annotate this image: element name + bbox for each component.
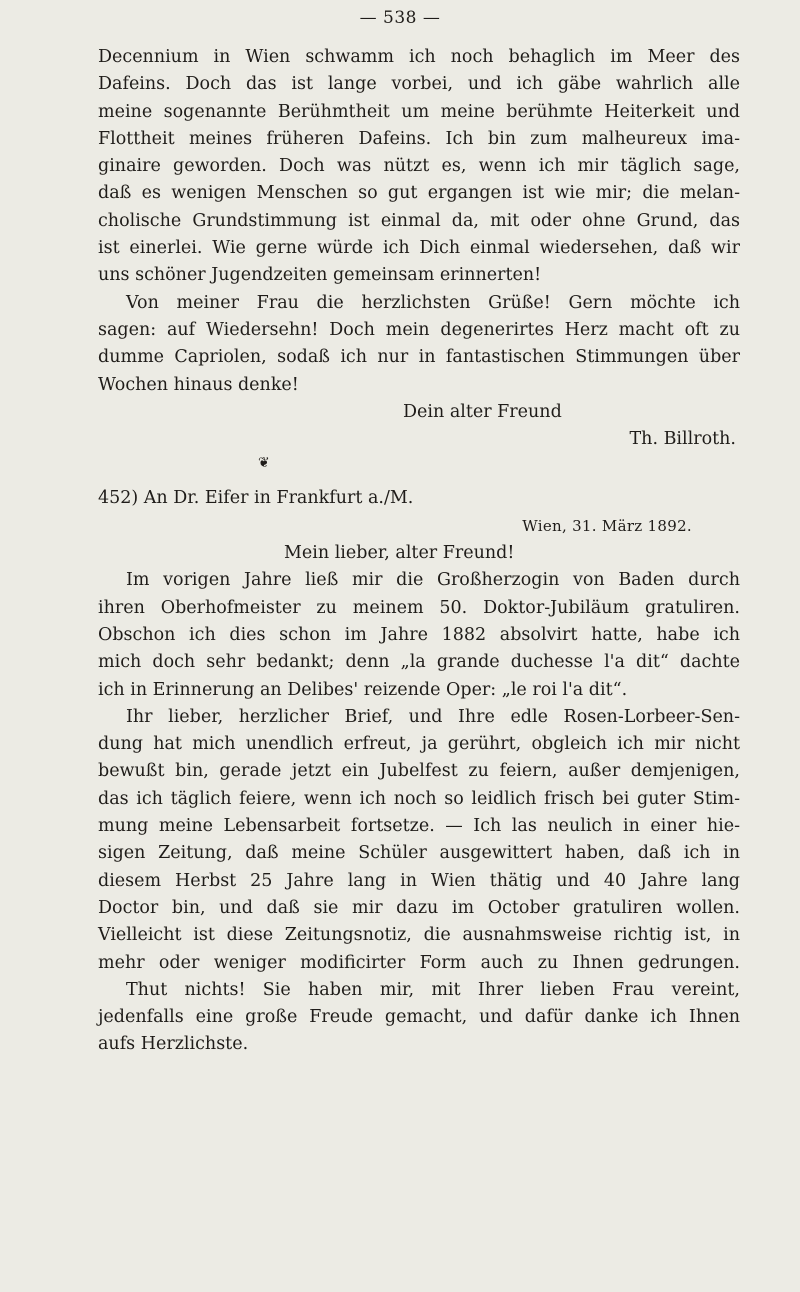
text-line: Obschon ich dies schon im Jahre 1882 absolvirt hatte, habe ich bbox=[98, 624, 740, 645]
text-line: mich doch sehr bedankt; denn „la grande duchesse l'a dit“ dachte bbox=[98, 652, 740, 673]
page-number: — 538 — bbox=[359, 8, 441, 28]
salutation: Mein lieber, alter Freund! bbox=[284, 543, 515, 564]
text-line: mung meine Lebensarbeit fortsetze. — Ich las neulich in einer hie- bbox=[98, 816, 740, 837]
text-line: dumme Capriolen, sodaß ich nur in fantastischen Stimmungen über bbox=[98, 347, 740, 368]
text-line: daß es wenigen Menschen so gut ergangen ist wie mir; die melan- bbox=[98, 183, 740, 204]
text-line: Vielleicht ist diese Zeitungsnotiz, die ausnahmsweise richtig ist, in bbox=[98, 925, 740, 946]
text-line: Dafeins. Doch das ist lange vorbei, und ich gäbe wahrlich alle bbox=[98, 74, 740, 95]
paragraph-2 bbox=[98, 567, 740, 703]
text-line: das ich täglich feiere, wenn ich noch so leidlich frisch bei guter Stim- bbox=[98, 788, 740, 809]
text-line: ihren Oberhofmeister zu meinem 50. Doktor-Jubiläum gratuliren. bbox=[98, 597, 740, 618]
text-body bbox=[98, 44, 740, 1059]
closing: Dein alter Freund bbox=[403, 401, 562, 422]
text-line: Im vorigen Jahre ließ mir die Großherzogin von Baden durch bbox=[126, 570, 740, 591]
text-line: Wochen hinaus denke! bbox=[98, 374, 299, 395]
text-line: dung hat mich unendlich erfreut, ja gerührt, obgleich ich mir nicht bbox=[98, 734, 740, 755]
paragraph-3 bbox=[98, 704, 740, 1059]
text-line: Ihr lieber, herzlicher Brief, und Ihre edle Rosen-Lorbeer-Sen- bbox=[126, 706, 740, 727]
text-line: diesem Herbst 25 Jahre lang in Wien thätig und 40 Jahre lang bbox=[98, 870, 740, 891]
text-line: Thut nichts! Sie haben mir, mit Ihrer lieben Frau vereint, bbox=[126, 979, 740, 1000]
text-line: sagen: auf Wiedersehn! Doch mein degenerirtes Herz macht oft zu bbox=[98, 319, 740, 340]
text-line: Doctor bin, und daß sie mir dazu im October gratuliren wollen. bbox=[98, 897, 740, 918]
place-date: Wien, 31. März 1892. bbox=[522, 516, 692, 535]
text-line: Decennium in Wien schwamm ich noch behaglich im Meer des bbox=[98, 47, 740, 67]
text-line: sigen Zeitung, daß meine Schüler ausgewittert haben, daß ich in bbox=[98, 843, 740, 864]
paragraph-1 bbox=[98, 44, 740, 399]
text-line: ist einerlei. Wie gerne würde ich Dich einmal wiedersehen, daß wir bbox=[98, 238, 740, 259]
signature: Th. Billroth. bbox=[629, 429, 736, 450]
text-line: Flottheit meines früheren Dafeins. Ich bin zum malheureux ima- bbox=[98, 128, 740, 149]
text-line: cholische Grundstimmung ist einmal da, mit oder ohne Grund, das bbox=[98, 210, 740, 231]
text-line: uns schöner Jugendzeiten gemeinsam erinnerten! bbox=[98, 265, 542, 286]
text-line: Von meiner Frau die herzlichsten Grüße! Gern möchte ich bbox=[126, 292, 740, 313]
text-line: ginaire geworden. Doch was nützt es, wenn ich mir täglich sage, bbox=[98, 156, 740, 177]
ornament-icon: ❦ bbox=[258, 455, 270, 472]
text-line: meine sogenannte Berühmtheit um meine berühmte Heiterkeit und bbox=[98, 101, 740, 122]
text-line: mehr oder weniger modificirter Form auch zu Ihnen gedrungen. bbox=[98, 952, 740, 973]
text-line: aufs Herzlichste. bbox=[98, 1034, 249, 1055]
letter-heading: 452) An Dr. Eifer in Frankfurt a./M. bbox=[98, 488, 414, 509]
text-line: jedenfalls eine große Freude gemacht, und dafür danke ich Ihnen bbox=[98, 1007, 740, 1028]
text-line: bewußt bin, gerade jetzt ein Jubelfest zu feiern, außer demjenigen, bbox=[98, 761, 740, 782]
text-line: ich in Erinnerung an Delibes' reizende Oper: „le roi l'a dit“. bbox=[98, 679, 628, 700]
